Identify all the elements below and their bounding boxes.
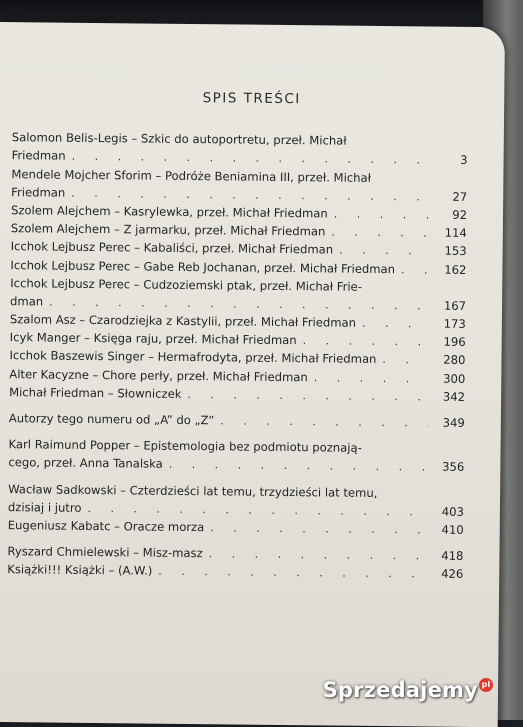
toc-entry-title: Szalom Asz – Czarodziejka z Kastylii, przeł. Michał Friedman (9, 312, 357, 330)
leader-dots (210, 521, 428, 536)
page-number: 349 (442, 415, 465, 430)
toc-entry-title: Icyk Manger – Księga raju, przeł. Michał Friedman (9, 330, 297, 348)
toc-entry-title: Michał Friedman – Słowniczek (9, 384, 182, 401)
page-number: 342 (442, 389, 466, 404)
watermark-suffix: pl (479, 678, 493, 692)
toc-entry-title: Icchok Lejbusz Perec – Cudzoziemski ptak, przeł. Michał Frie- (10, 275, 363, 294)
toc-entry-line (7, 558, 463, 581)
page-number: 356 (442, 460, 465, 475)
toc-entry-title: Icchok Baszewis Singer – Hermafrodyta, przeł. Michał Friedman (9, 348, 377, 367)
leader-dots (158, 565, 427, 581)
leader-dots (401, 263, 431, 276)
toc-entry-title: Eugeniusz Kabatc – Oracze morza (7, 518, 205, 535)
toc-entry-title: Autorzy tego numeru od „A” do „Z” (8, 411, 215, 428)
leader-dots (334, 207, 431, 221)
toc-entry-title: Icchok Lejbusz Perec – Gabe Reb Jochanan, przeł. Michał Friedman (10, 257, 396, 276)
toc-entry-title: Alter Kacyzne – Chore perły, przeł. Michał Friedman (9, 366, 308, 384)
page-number: 426 (441, 566, 464, 582)
page-number: 173 (443, 316, 466, 331)
toc-entry (8, 477, 464, 518)
page-number: 162 (444, 262, 467, 277)
toc-entry-title: dman (10, 293, 44, 309)
toc-entry-title: dzisiaj i jutro (7, 499, 82, 515)
book-page (0, 22, 505, 727)
toc-entry-title: Friedman (11, 148, 66, 164)
toc-entry (11, 163, 467, 204)
leader-dots (362, 317, 430, 331)
leader-dots (220, 414, 429, 429)
leader-dots (169, 458, 429, 474)
page-number: 27 (452, 189, 468, 204)
site-watermark (323, 678, 493, 702)
page-number: 300 (443, 371, 466, 386)
toc-entry-title: Salomon Belis-Legis – Szkic do autoportretu, przeł. Michał (11, 130, 347, 148)
table-of-contents (7, 126, 468, 581)
toc-entry-title: Karl Raimund Popper – Epistemologia bez podmiotu poznają- (8, 437, 362, 455)
watermark-brand: Sprzedajemy (322, 678, 478, 702)
toc-entry (10, 272, 466, 313)
leader-dots (331, 226, 431, 240)
page-number: 3 (460, 153, 468, 168)
leader-dots (382, 353, 429, 366)
page-number: 167 (443, 298, 467, 313)
page-number: 403 (441, 504, 464, 519)
page-number: 114 (444, 225, 467, 241)
toc-entry-title: Wacław Sadkowski – Czterdzieści lat temu, trzydzieści lat temu, (8, 481, 378, 500)
leader-dots (187, 388, 429, 404)
toc-entry-title: Książki!!! Książki – (A.W.) (7, 562, 153, 578)
leader-dots (303, 334, 430, 348)
toc-entry-title: Ryszard Chmielewski – Misz-masz (7, 544, 203, 561)
leader-dots (314, 371, 430, 385)
page-number: 196 (443, 334, 466, 350)
page-number: 280 (443, 353, 466, 368)
leader-dots (339, 244, 431, 258)
page-title: SPIS TREŚCI (202, 90, 301, 108)
toc-entry (8, 433, 464, 474)
toc-entry-title: cego, przeł. Anna Tanalska (8, 455, 163, 472)
toc-entry-title: Friedman (11, 184, 66, 200)
toc-entry-title: Icchok Lejbusz Perec – Kabaliści, przeł. Michał Friedman (10, 239, 334, 257)
page-number: 410 (441, 522, 464, 537)
page-number: 153 (444, 243, 467, 259)
toc-entry (12, 126, 468, 167)
toc-entry-title: Szolem Alejchem – Z jarmarku, przeł. Michał Friedman (10, 221, 326, 239)
page-number: 418 (441, 548, 464, 564)
toc-entry (7, 558, 463, 581)
page-number: 92 (452, 207, 468, 222)
toc-entry-title: Szolem Alejchem – Kasrylewka, przeł. Michał Friedman (10, 203, 328, 221)
toc-entry-title: Mendele Mojcher Sforim – Podróże Beniamina III, przeł. Michał (11, 166, 372, 185)
